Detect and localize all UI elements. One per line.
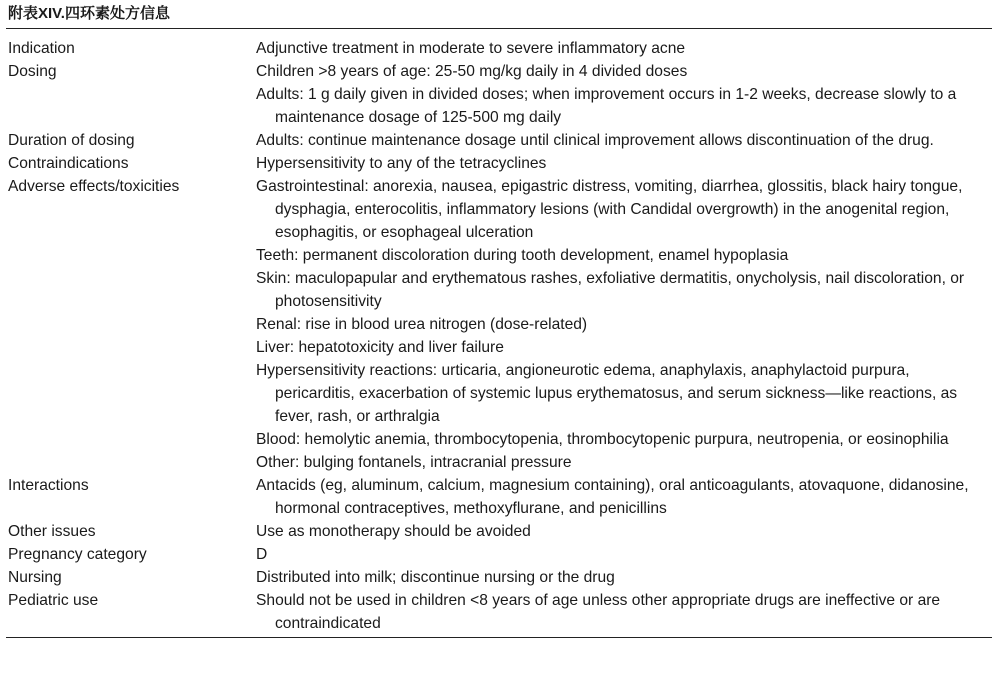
document (8, 0, 992, 638)
row-text: Hypersensitivity reactions: urticaria, angioneurotic edema, anaphylaxis, anaphylactoid purpura, pericarditis, exacerbation of systemic lupus erythematosus, and serum sickness—like reactions, as fever, rash, or arthralgia (256, 362, 958, 425)
row-text: Gastrointestinal: anorexia, nausea, epigastric distress, vomiting, diarrhea, glossitis, black hairy tongue, dysphagia, enterocolitis, inflammatory lesions (with Candidal overgrowth) in the anogenital region, esophagitis, or esophageal ulceration (256, 178, 963, 241)
row-content (256, 60, 992, 129)
table-row (8, 543, 992, 566)
row-text: Hypersensitivity to any of the tetracyclines (256, 155, 547, 172)
table-row (8, 520, 992, 543)
row-text: Use as monotherapy should be avoided (256, 523, 531, 540)
row-content (256, 152, 992, 175)
row-content (256, 175, 992, 474)
row-label: Other issues (8, 523, 96, 540)
row-text: Skin: maculopapular and erythematous rashes, exfoliative dermatitis, onycholysis, nail discoloration, or photosensitivity (256, 270, 965, 310)
prescribing-info-table (8, 37, 992, 635)
row-text: Blood: hemolytic anemia, thrombocytopenia, thrombocytopenic purpura, neutropenia, or eosinophilia (256, 431, 949, 448)
top-rule (6, 28, 992, 29)
row-text: Adjunctive treatment in moderate to severe inflammatory acne (256, 40, 686, 57)
row-label: Interactions (8, 477, 89, 494)
row-text: Teeth: permanent discoloration during tooth development, enamel hypoplasia (256, 247, 789, 264)
table-row (8, 566, 992, 589)
row-label: Adverse effects/toxicities (8, 178, 180, 195)
row-text: Adults: continue maintenance dosage until clinical improvement allows discontinuation of the drug. (256, 132, 934, 149)
row-text: Should not be used in children <8 years of age unless other appropriate drugs are ineffective or are contraindicated (256, 592, 941, 632)
row-text: Other: bulging fontanels, intracranial pressure (256, 454, 572, 471)
table-caption: 附表XIV.四环素处方信息 (8, 5, 170, 22)
row-label: Dosing (8, 63, 57, 80)
table-row (8, 60, 992, 129)
row-label: Pediatric use (8, 592, 99, 609)
row-text: Adults: 1 g daily given in divided doses; when improvement occurs in 1-2 weeks, decrease slowly to a maintenance dosage of 125-500 mg daily (256, 86, 957, 126)
row-label: Contraindications (8, 155, 129, 172)
table-row (8, 474, 992, 520)
row-content (256, 543, 992, 566)
row-text: Antacids (eg, aluminum, calcium, magnesium containing), oral anticoagulants, atovaquone, didanosine, hormonal contraceptives, methoxyflurane, and penicillins (256, 477, 969, 517)
row-label: Nursing (8, 569, 62, 586)
row-text: Liver: hepatotoxicity and liver failure (256, 339, 504, 356)
table-row (8, 152, 992, 175)
row-content (256, 129, 992, 152)
table-row (8, 589, 992, 635)
row-content (256, 520, 992, 543)
row-label: Duration of dosing (8, 132, 135, 149)
row-text: Children >8 years of age: 25-50 mg/kg daily in 4 divided doses (256, 63, 688, 80)
row-label: Pregnancy category (8, 546, 147, 563)
row-label: Indication (8, 40, 75, 57)
row-content (256, 474, 992, 520)
row-text: D (256, 546, 268, 563)
table-row (8, 37, 992, 60)
table-row (8, 129, 992, 152)
row-content (256, 566, 992, 589)
table-row (8, 175, 992, 474)
row-content (256, 589, 992, 635)
row-text: Renal: rise in blood urea nitrogen (dose-related) (256, 316, 588, 333)
row-content (256, 37, 992, 60)
bottom-rule (6, 637, 992, 638)
row-text: Distributed into milk; discontinue nursing or the drug (256, 569, 615, 586)
